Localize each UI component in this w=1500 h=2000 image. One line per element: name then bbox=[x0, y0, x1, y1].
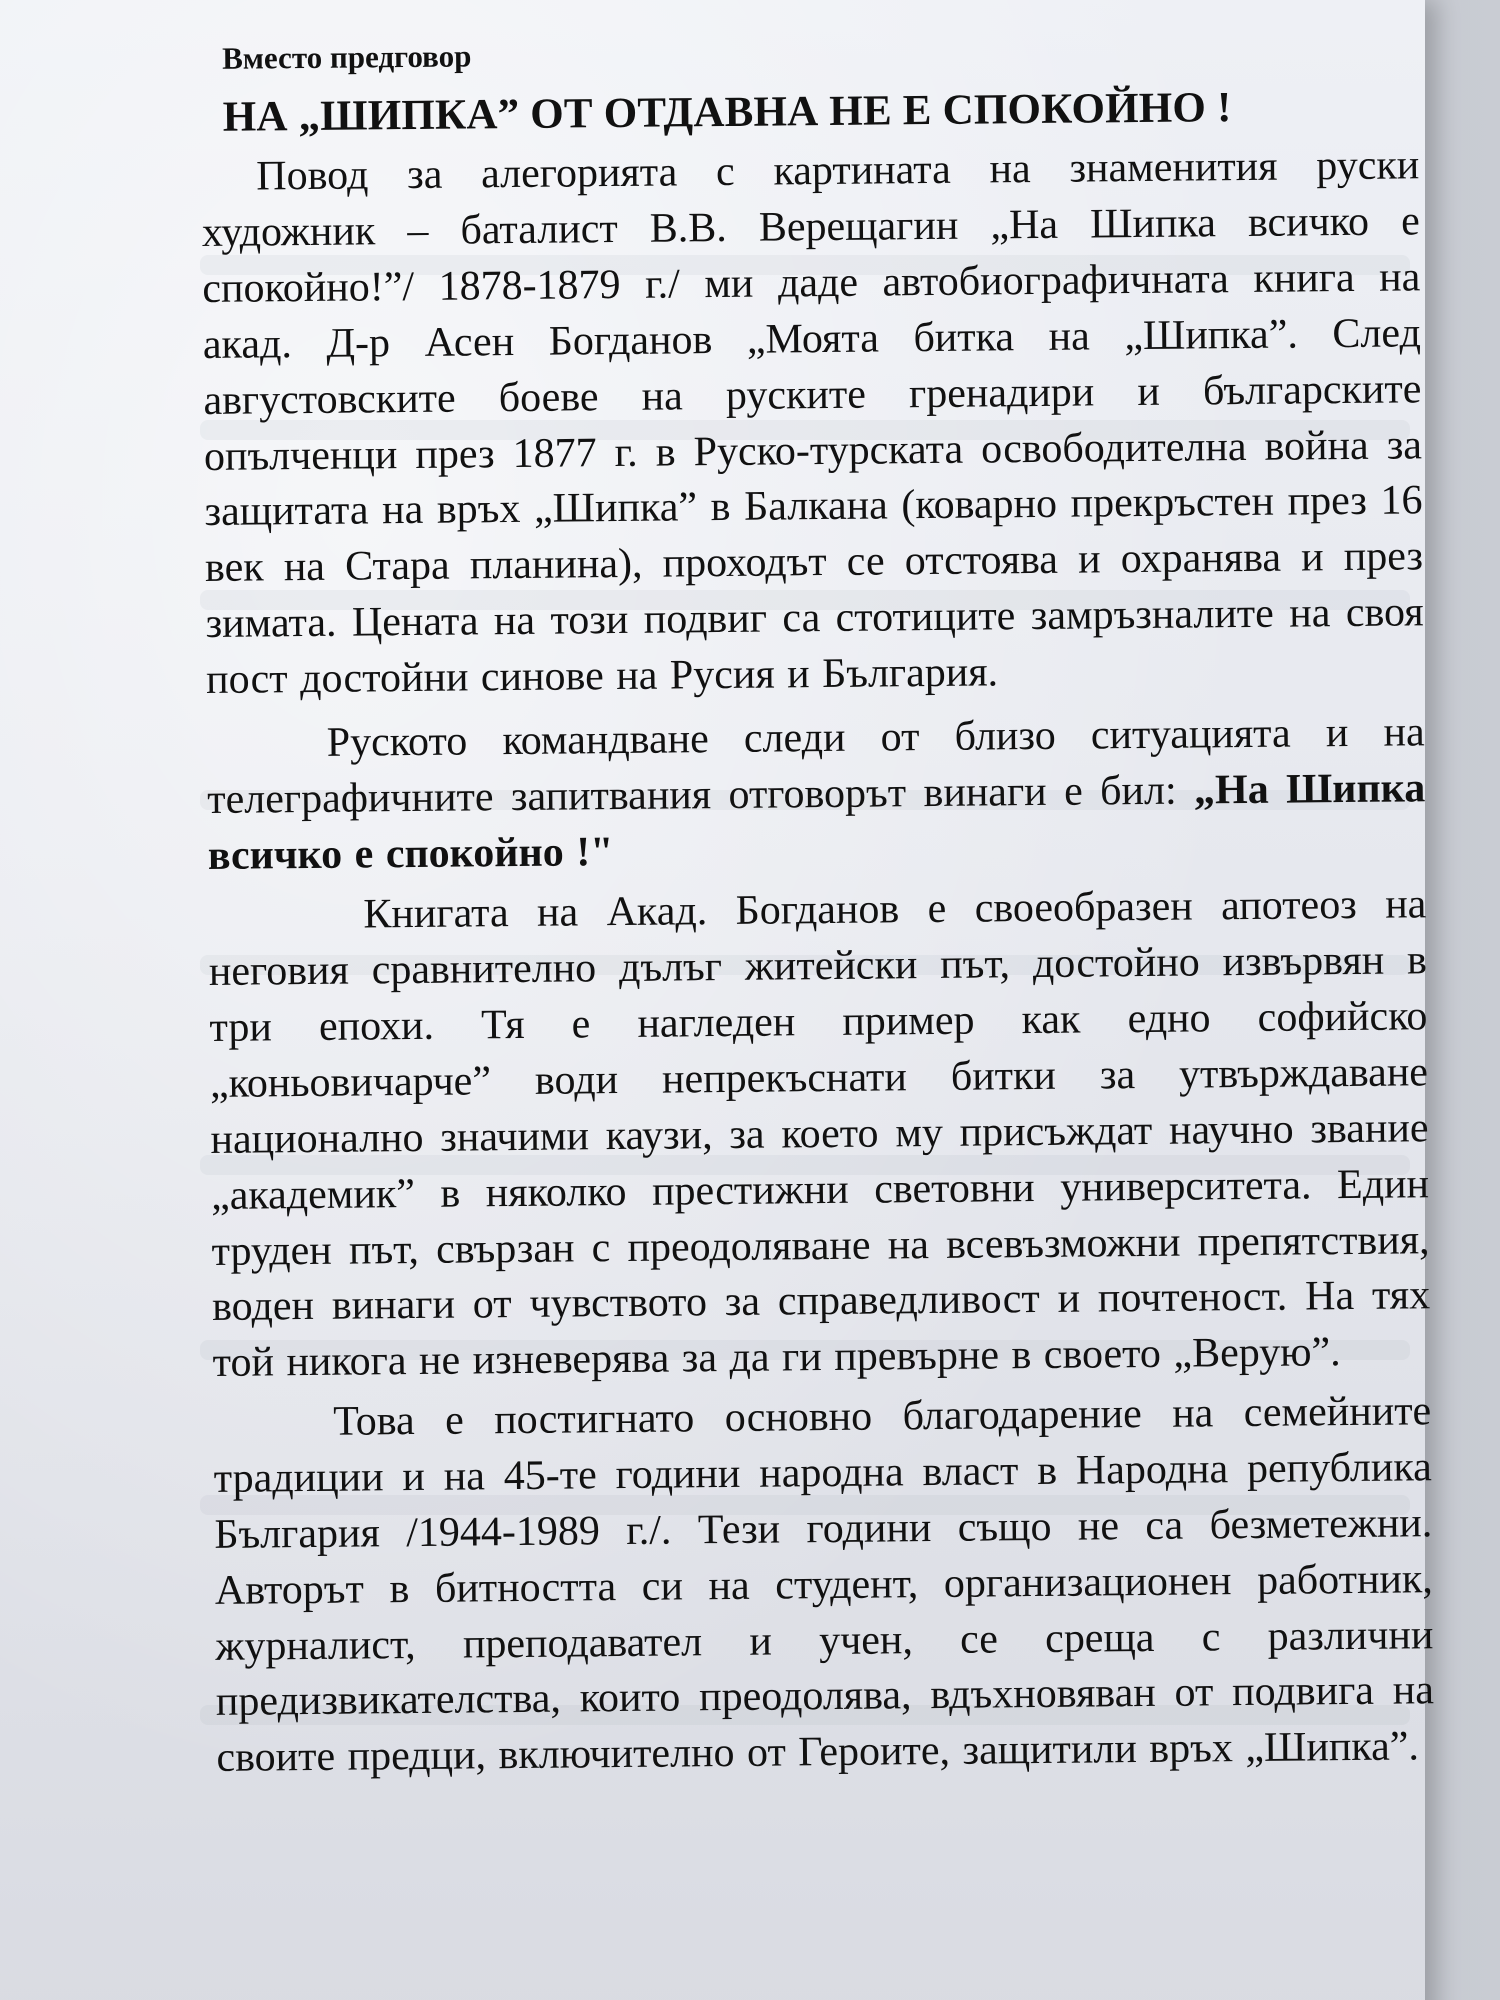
shipka-quote: „На Шипка всичко е спокойно !" bbox=[207, 764, 1426, 879]
page-title: НА „ШИПКА” ОТ ОТДАВНА НЕ Е СПОКОЙНО ! bbox=[222, 84, 1232, 141]
paragraph-2-text: Руското командване следи от близо ситуацията и на телеграфичните запитвания отговорът винаги е бил: bbox=[207, 709, 1425, 823]
page-content bbox=[200, 30, 1435, 1787]
section-kicker: Вместо предговор bbox=[221, 38, 472, 76]
paragraph-4: Това е постигнато основно благодарение на семейните традиции и на 45-те години народна власт в Народна република България /1944-1989 г./. Тези години също не са безметежни. Авторът в битността си на студент, организационен работник, журналист, преподавател и учен, се среща с различни предизвикателства, които преодолява, вдъхновяван от подвига на своите предци, включително от Героите, защитили връх „Шипка”. bbox=[213, 1388, 1435, 1782]
paragraph-1: Повод за алегорията с картината на знаменития руски художник – баталист В.В. Верещагин „На Шипка всичко е спокойно!”/ 1878-1879 г./ ми даде автобиографичната книга на акад. Д-р Асен Богданов „Моята битка на „Шипка”. След августовските боеве на руските гренадири и българските опълченци през 1877 г. в Руско-турската освободителна война за защитата на връх „Шипка” в Балкана (коварно прекръстен през 16 век на Стара планина), проходът се отстоява и охранява и през зимата. Цената на този подвиг са стотиците замръзналите на своя пост достойни синове на Русия и България. bbox=[201, 142, 1424, 703]
paragraph-2 bbox=[206, 705, 1426, 884]
paragraph-3: Книгата на Акад. Богданов е своеобразен апотеоз на неговия сравнително дълъг житейски път, достойно извървян в три епохи. Тя е нагледен пример как едно софийско „коньовичарче” води непрекъснати битки за утвърждаване национално значими каузи, за което му присъждат научно звание „академик” в няколко престижни световни университета. Един труден път, свързан с преодоляване на всевъзможни препятствия, воден винаги от чувството за справедливост и почтеност. На тях той никога не изневерява за да ги превърне в своето „Верую”. bbox=[208, 881, 1431, 1387]
